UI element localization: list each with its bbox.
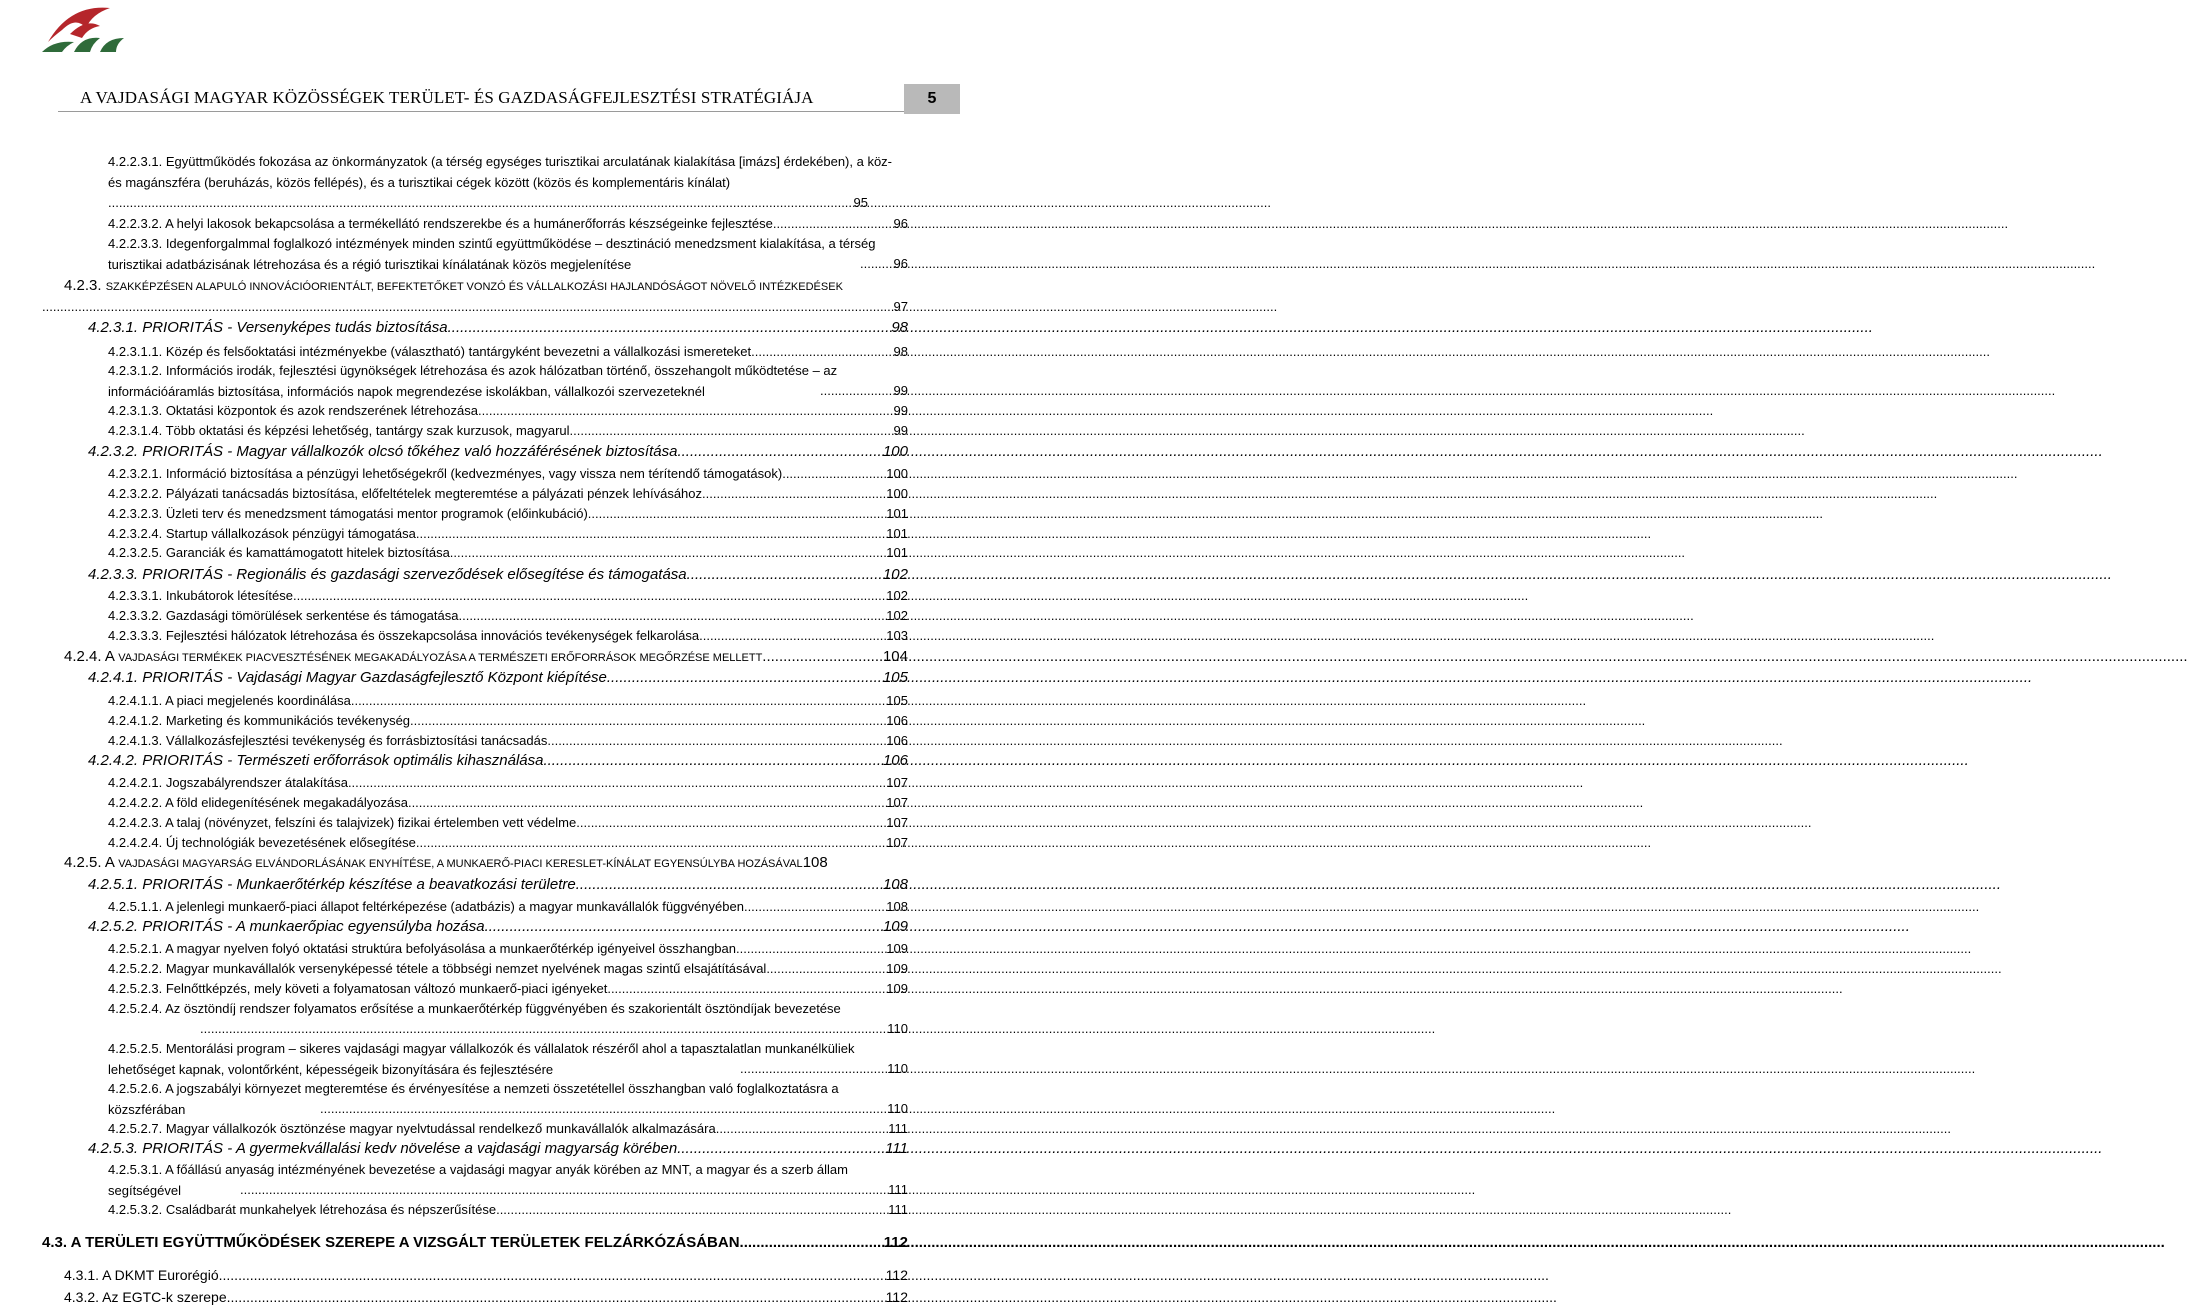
toc-entry[interactable]: 4.2.4.1. PRIORITÁS - Vajdasági Magyar Gazdaságfejlesztő Központ kiépítése ..... 105 xyxy=(88,668,908,689)
toc-entry[interactable]: 4.2.5.1.1. A jelenlegi munkaerő-piaci állapot feltérképezése (adatbázis) a magyar munkavállalók függvényében ..... 108 xyxy=(108,897,908,918)
toc-entry[interactable]: 4.2.3.2.5. Garanciák és kamattámogatott hitelek biztosítása ..... 101 xyxy=(108,543,908,564)
toc-entry[interactable]: 4.2.2.3.2. A helyi lakosok bekapcsolása a termékellátó rendszerekbe és a humánerőforrás készségeinke fejlesztése ..... 96 xyxy=(108,214,908,235)
toc-entry[interactable]: 4.3. A TERÜLETI EGYÜTTMŰKÖDÉSEK SZEREPE A VIZSGÁLT TERÜLETEK FELZÁRKÓZÁSÁBAN ..... 112 xyxy=(42,1233,908,1254)
toc-entry[interactable]: 4.2.5.2.5. Mentorálási program – sikeres vajdasági magyar vállalkozók és vállalatok részéről ahol a tapasztalatlan munkanélküliek lehetőséget kapnak, volontőrként, képességeik bizonyítására és fejlesztésére xyxy=(108,1041,855,1077)
toc-entry[interactable]: 4.2.3.2.1. Információ biztosítása a pénzügyi lehetőségekről (kedvezményes, vagy vissza nem térítendő támogatások) ..... 100 xyxy=(108,464,908,485)
toc-entry[interactable]: 4.2.3.2.2. Pályázati tanácsadás biztosítása, előfeltételek megteremtése a pályázati pénzek lehívásához ..... 100 xyxy=(108,484,908,505)
toc-entry[interactable]: 4.2.3.1.1. Közép és felsőoktatási intézményekbe (választható) tantárgyként bevezetni a vállalkozási ismereteket. ..... 98 xyxy=(108,342,908,363)
toc-entry[interactable]: 4.2.5.2. PRIORITÁS - A munkaerőpiac egyensúlyba hozása ..... 109 xyxy=(88,917,908,938)
toc-entry[interactable]: 4.2.3.1.4. Több oktatási és képzési lehetőség, tantárgy szak kurzusok, magyarul ..... 99 xyxy=(108,421,908,442)
toc-entry[interactable]: 4.2.3.3.3. Fejlesztési hálózatok létrehozása és összekapcsolása innovációs tevékenységek felkarolása ..... 103 xyxy=(108,626,908,647)
toc-entry[interactable]: 4.2.4. A VAJDASÁGI TERMÉKEK PIACVESZTÉSÉNEK MEGAKADÁLYOZÁSA A TERMÉSZETI ERŐFORRÁSOK MEGŐRZÉSE MELLETT ..... 104 xyxy=(64,647,908,669)
toc-entry[interactable]: 4.2.3.1.2. Információs irodák, fejlesztési ügynökségek létrehozása és azok hálózatban történő, összehangolt működtetése – az információáramlás biztosítása, információs napok megrendezése iskolákban, vállalkozói szervezeteknél xyxy=(108,363,838,399)
document-header-title: A VAJDASÁGI MAGYAR KÖZÖSSÉGEK TERÜLET- ÉS GAZDASÁGFEJLESZTÉSI STRATÉGIÁJA xyxy=(80,88,814,107)
toc-entry[interactable]: 4.2.4.1.3. Vállalkozásfejlesztési tevékenység és forrásbiztosítási tanácsadás ..... 106 xyxy=(108,731,908,752)
toc-entry[interactable]: 4.2.5.2.2. Magyar munkavállalók versenyképessé tétele a többségi nemzet nyelvének magas szintű elsajátításával ..... 109 xyxy=(108,959,908,980)
toc-entry[interactable]: 4.2.3.2. PRIORITÁS - Magyar vállalkozók olcsó tőkéhez való hozzáférésének biztosítása ..... 100 xyxy=(88,442,908,463)
toc-entry[interactable]: 4.2.5.2.1. A magyar nyelven folyó oktatási struktúra befolyásolása a munkaerőtérkép igényeivel összhangban ..... 109 xyxy=(108,939,908,960)
toc-entry[interactable]: 4.2.5.2.6. A jogszabályi környezet megteremtése és érvényesítése a nemzeti összetétellel összhangban való foglalkoztatásra a közszférában xyxy=(108,1081,839,1117)
toc-entry[interactable]: 4.2.4.1.1. A piaci megjelenés koordinálása ..... 105 xyxy=(108,691,908,712)
toc-entry-page: ..... 110 xyxy=(320,1099,908,1120)
toc-entry[interactable]: 4.2.3. SZAKKÉPZÉSEN ALAPULÓ INNOVÁCIÓORIENTÁLT, BEFEKTETŐKET VONZÓ ÉS VÁLLALKOZÁSI HAJLANDÓSÁGOT NÖVELŐ INTÉZKEDÉSEK xyxy=(64,277,843,294)
toc-entry[interactable]: 4.2.5.2.3. Felnőttképzés, mely követi a folyamatosan változó munkaerő-piaci igényeket ..... 109 xyxy=(108,979,908,1000)
toc-entry[interactable]: 4.2.3.3. PRIORITÁS - Regionális és gazdasági szerveződések elősegítése és támogatása ..... 102 xyxy=(88,565,908,586)
toc-entry-page: ..... 96 xyxy=(860,254,908,275)
toc-entry-page: ..... 97 xyxy=(42,297,908,318)
toc-entry[interactable]: 4.2.5.3.1. A főállású anyaság intézményének bevezetése a vajdasági magyar anyák körében az MNT, a magyar és a szerb állam segítségével xyxy=(108,1162,848,1198)
toc-entry[interactable]: 4.2.3.3.2. Gazdasági tömörülések serkentése és támogatása ..... 102 xyxy=(108,606,908,627)
toc-entry[interactable]: 4.3.2. Az EGTC-k szerepe ..... 112 xyxy=(64,1287,908,1308)
toc-entry-page: ..... 110 xyxy=(740,1059,908,1080)
toc-entry[interactable]: 4.2.4.2.3. A talaj (növényzet, felszíni és talajvizek) fizikai értelemben vett védelme ..... 107 xyxy=(108,813,908,834)
toc-entry[interactable]: 4.2.4.2.4. Új technológiák bevezetésének elősegítése ..... 107 xyxy=(108,833,908,854)
toc-entry[interactable]: 4.2.4.2. PRIORITÁS - Természeti erőforrások optimális kihasználása ..... 106 xyxy=(88,751,908,772)
toc-entry[interactable]: 4.2.3.2.3. Üzleti terv és menedzsment támogatási mentor programok (előinkubáció) ..... 101 xyxy=(108,504,908,525)
toc-entry[interactable]: 4.2.5. A VAJDASÁGI MAGYARSÁG ELVÁNDORLÁSÁNAK ENYHÍTÉSE, A MUNKAERŐ-PIACI KERESLET-KÍNÁLAT EGYENSÚLYBA HOZÁSÁVAL 108 xyxy=(64,854,828,871)
toc-entry[interactable]: 4.2.3.1.3. Oktatási központok és azok rendszerének létrehozása ..... 99 xyxy=(108,401,908,422)
toc-entry[interactable]: 4.2.3.2.4. Startup vállalkozások pénzügyi támogatása ..... 101 xyxy=(108,524,908,545)
toc-entry[interactable]: 4.2.2.3.3. Idegenforgalmmal foglalkozó intézmények minden szintű együttműködése – desztináció menedzsment kialakítása, a térség turisztikai adatbázisának létrehozása és a régió turisztikai kínálatának közös megjelenítése xyxy=(108,236,876,272)
toc-entry[interactable]: 4.2.4.1.2. Marketing és kommunikációs tevékenység ..... 106 xyxy=(108,711,908,732)
toc-entry[interactable]: 4.2.3.3.1. Inkubátorok létesítése ..... 102 xyxy=(108,586,908,607)
toc-entry[interactable]: 4.2.3.1. PRIORITÁS - Versenyképes tudás biztosítása ..... 98 xyxy=(88,318,908,339)
toc-entry[interactable]: 4.2.5.1. PRIORITÁS - Munkaerőtérkép készítése a beavatkozási területre ..... 108 xyxy=(88,875,908,896)
toc-entry[interactable]: 4.2.5.2.7. Magyar vállalkozók ösztönzése magyar nyelvtudással rendelkező munkavállalók alkalmazására ..... 111 xyxy=(108,1119,908,1140)
toc-entry[interactable]: 4.2.5.2.4. Az ösztöndíj rendszer folyamatos erősítése a munkaerőtérkép függvényében és szakorientált ösztöndíjak bevezetése xyxy=(108,1001,841,1016)
toc-entry[interactable]: 4.2.4.2.2. A föld elidegenítésének megakadályozása ..... 107 xyxy=(108,793,908,814)
page-number-badge: 5 xyxy=(904,84,960,114)
toc-entry-page: ..... 99 xyxy=(820,381,908,402)
toc-entry[interactable]: 4.2.4.2.1. Jogszabályrendszer átalakítása ..... 107 xyxy=(108,773,908,794)
toc-entry-page: ..... 111 xyxy=(240,1180,908,1201)
toc-entry[interactable]: 4.2.5.3. PRIORITÁS - A gyermekvállalási kedv növelése a vajdasági magyarság körében ..... 111 xyxy=(88,1139,908,1160)
toc-entry[interactable]: 4.2.2.3.1. Együttműködés fokozása az önkormányzatok (a térség egységes turisztikai arculatának kialakítása [imázs] érdekében), a köz- és magánszféra (beruházás, közös fellépés), és a turisztikai cégek között (közös és komplementáris kínálat) ..... 95 xyxy=(108,152,908,193)
table-of-contents xyxy=(0,0,960,1306)
toc-entry[interactable]: 4.3.1. A DKMT Eurorégió ..... 112 xyxy=(64,1265,908,1286)
toc-entry-page: ..... 110 xyxy=(200,1019,908,1040)
toc-entry[interactable]: 4.2.5.3.2. Családbarát munkahelyek létrehozása és népszerűsítése ..... 111 xyxy=(108,1200,908,1221)
